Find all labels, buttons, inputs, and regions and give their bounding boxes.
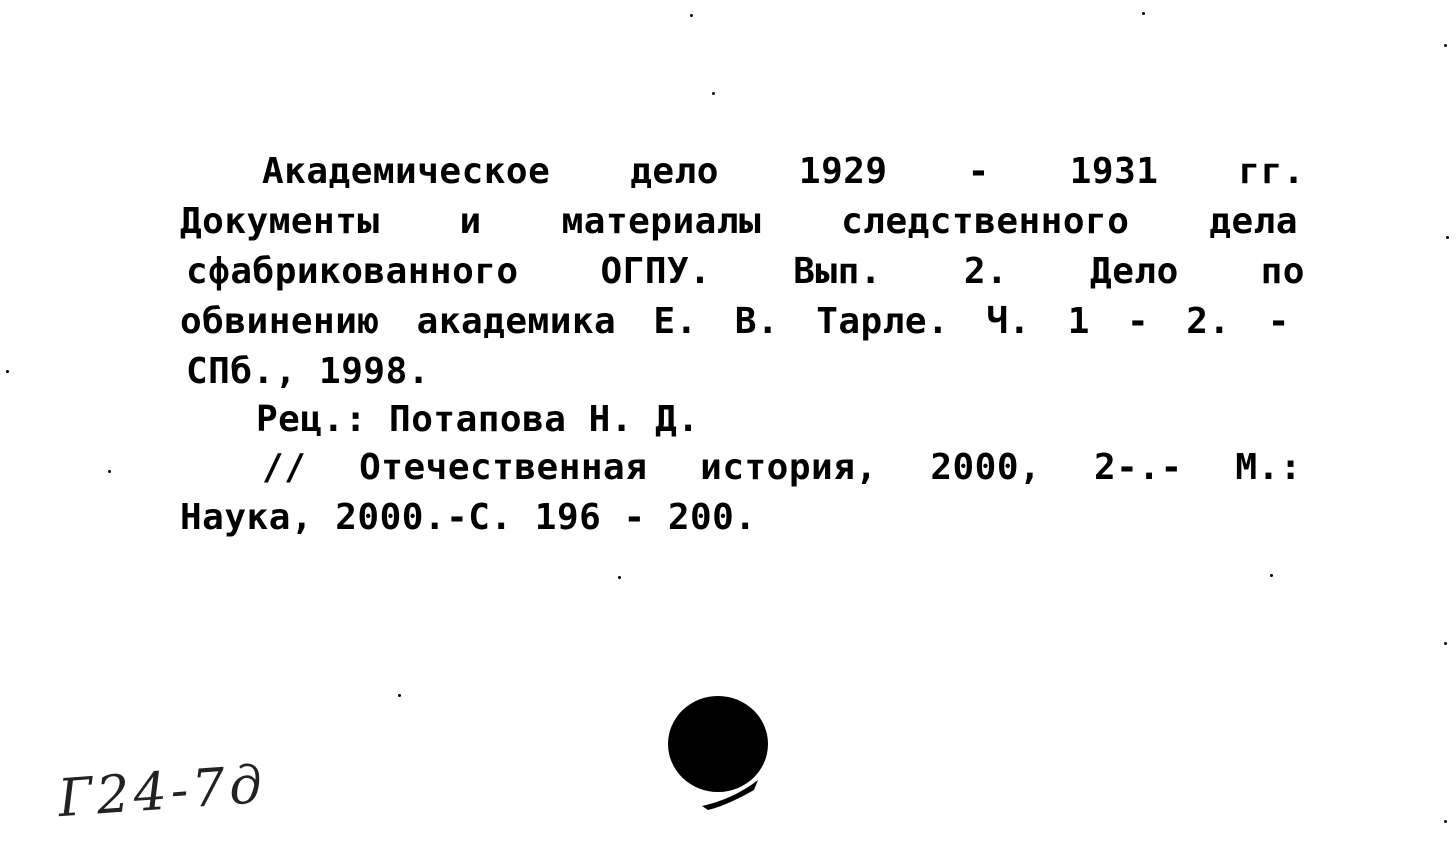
word: обвинению	[180, 301, 380, 342]
word: сфабрикованного	[186, 251, 519, 292]
word: //	[262, 447, 307, 488]
word: В.	[734, 301, 780, 342]
scan-speck	[690, 14, 693, 17]
word: Дело	[1090, 251, 1179, 292]
word: материалы	[561, 201, 762, 242]
scan-speck	[1444, 44, 1447, 47]
handwritten-shelf-mark: Г24-7д	[56, 754, 269, 830]
word: Отечественная	[359, 447, 648, 488]
scan-speck	[712, 92, 715, 95]
word: -	[1267, 301, 1290, 342]
scan-speck	[1446, 236, 1449, 239]
word: академика	[416, 301, 617, 342]
word: М.:	[1235, 447, 1302, 488]
word: дело	[630, 151, 719, 192]
word: -	[967, 151, 990, 192]
scan-speck	[108, 470, 111, 473]
word: 1931	[1069, 151, 1159, 192]
word: ОГПУ.	[600, 251, 712, 292]
scan-speck	[618, 576, 621, 579]
word: 2000,	[930, 447, 1042, 488]
word: Е.	[653, 301, 698, 342]
word: Академическое	[262, 151, 551, 192]
card-line-8: Наука, 2000.-С. 196 - 200.	[180, 497, 757, 538]
card-line-3	[186, 251, 1305, 292]
scan-speck	[1142, 12, 1145, 15]
card-line-6: Рец.: Потапова Н. Д.	[256, 399, 700, 440]
card-line-4	[180, 301, 1290, 342]
card-line-1	[262, 151, 1305, 192]
word: 2-.-	[1093, 447, 1183, 488]
scan-speck	[398, 694, 401, 697]
card-line-5: СПб., 1998.	[186, 351, 430, 392]
word: -	[1127, 301, 1150, 342]
scan-speck	[6, 370, 9, 373]
word: 2.	[963, 251, 1009, 292]
word: Документы	[180, 201, 380, 242]
word: 1	[1067, 301, 1090, 342]
word: Ч.	[986, 301, 1031, 342]
word: история,	[700, 447, 878, 488]
scan-speck	[1444, 642, 1447, 645]
word: следственного	[841, 201, 1130, 242]
word: Тарле.	[816, 301, 950, 342]
word: Вып.	[793, 251, 882, 292]
word: гг.	[1238, 151, 1305, 192]
word: 2.	[1186, 301, 1231, 342]
word: и	[459, 201, 482, 242]
word: 1929	[798, 151, 888, 192]
scan-speck	[1444, 820, 1447, 823]
punch-hole-tear	[700, 776, 760, 812]
word: дела	[1209, 201, 1298, 242]
card-line-7	[262, 447, 1302, 488]
scan-speck	[1270, 574, 1273, 577]
word: по	[1260, 251, 1305, 292]
card-line-2	[180, 201, 1298, 242]
